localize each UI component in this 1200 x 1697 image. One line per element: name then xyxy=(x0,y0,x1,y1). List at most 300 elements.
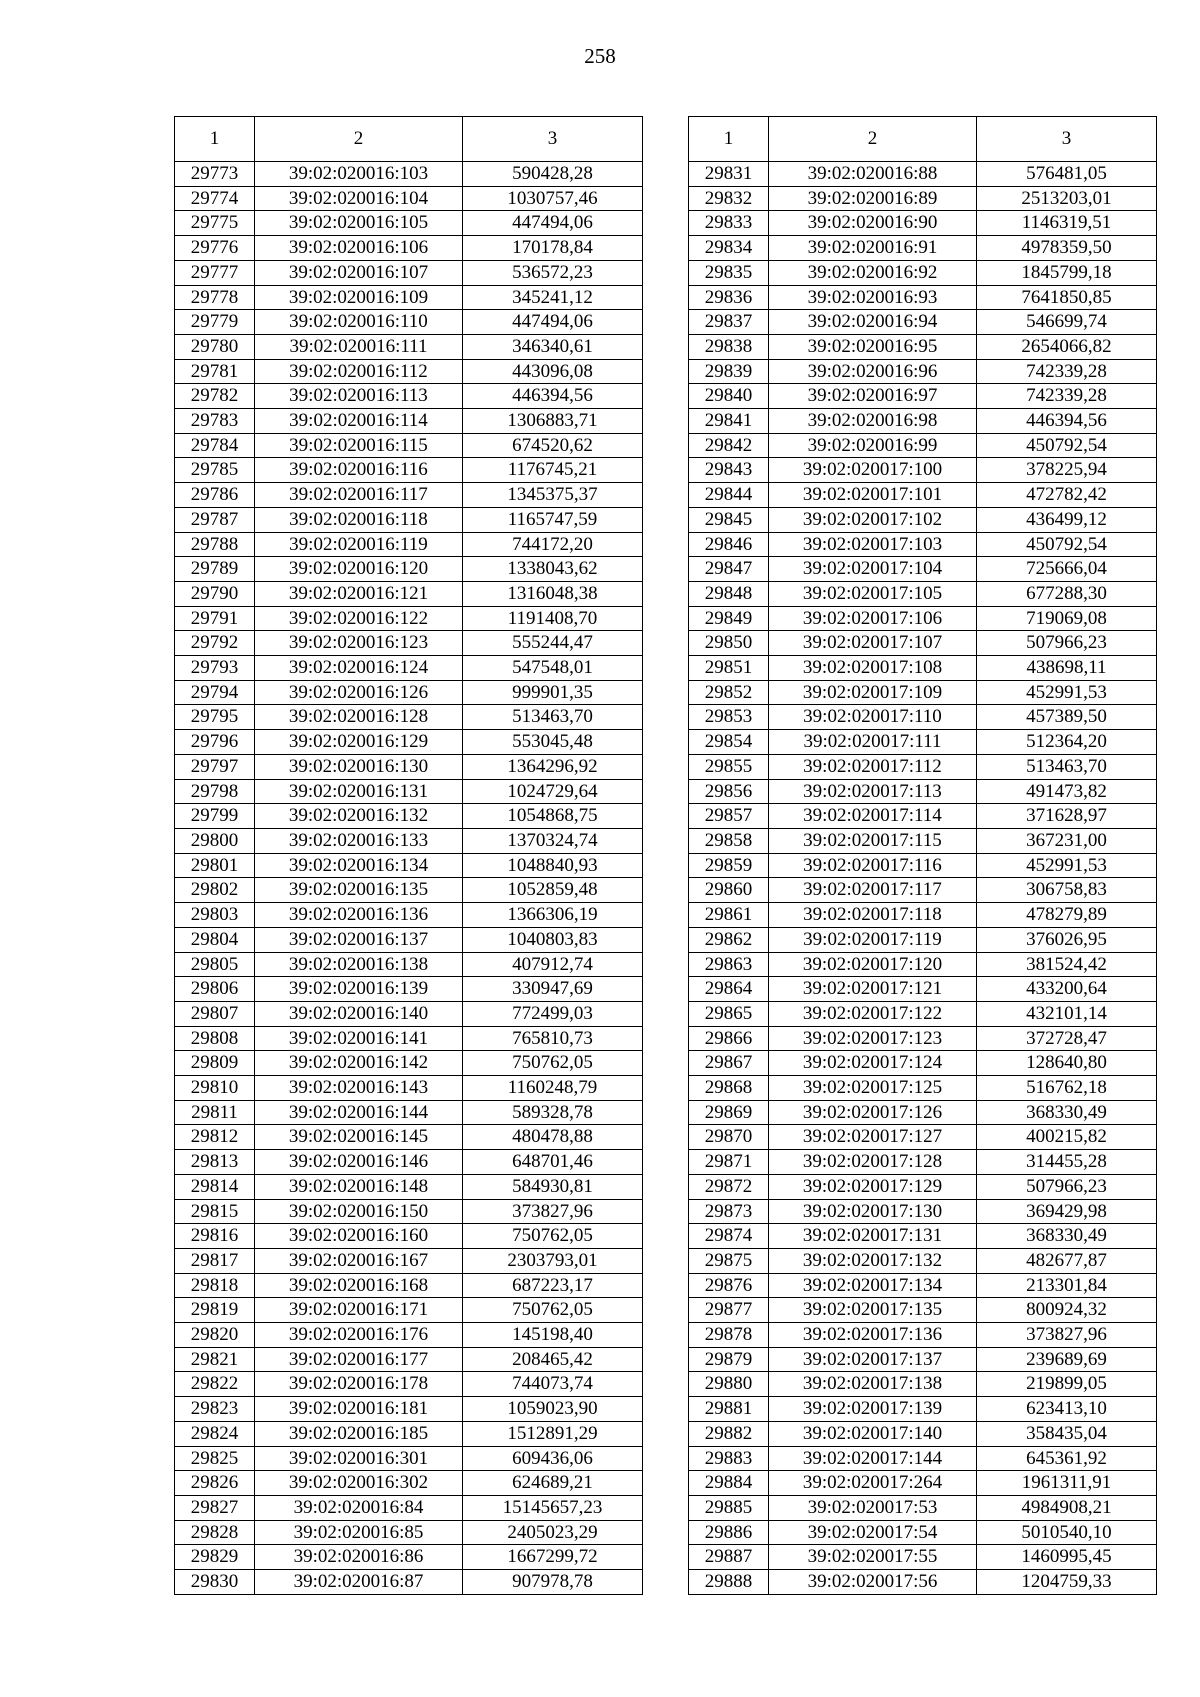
value-cell: 371628,97 xyxy=(977,804,1157,829)
value-cell: 1667299,72 xyxy=(463,1545,643,1570)
value-cell: 480478,88 xyxy=(463,1125,643,1150)
row-number-cell: 29810 xyxy=(175,1076,255,1101)
cadastral-number-cell: 39:02:020016:103 xyxy=(255,162,463,187)
table-row xyxy=(689,1224,1157,1249)
value-cell: 450792,54 xyxy=(977,532,1157,557)
table-row xyxy=(175,853,643,878)
table-row xyxy=(689,236,1157,261)
cadastral-number-cell: 39:02:020016:144 xyxy=(255,1100,463,1125)
cadastral-number-cell: 39:02:020017:115 xyxy=(769,828,977,853)
row-number-cell: 29863 xyxy=(689,952,769,977)
value-cell: 1030757,46 xyxy=(463,186,643,211)
row-number-cell: 29877 xyxy=(689,1298,769,1323)
value-cell: 208465,42 xyxy=(463,1347,643,1372)
row-number-cell: 29782 xyxy=(175,384,255,409)
value-cell: 1165747,59 xyxy=(463,507,643,532)
value-cell: 1176745,21 xyxy=(463,458,643,483)
table-row xyxy=(175,1495,643,1520)
table-row xyxy=(689,532,1157,557)
table-row xyxy=(689,433,1157,458)
cadastral-number-cell: 39:02:020017:144 xyxy=(769,1446,977,1471)
table-row xyxy=(175,1520,643,1545)
row-number-cell: 29824 xyxy=(175,1421,255,1446)
value-cell: 373827,96 xyxy=(977,1323,1157,1348)
row-number-cell: 29833 xyxy=(689,211,769,236)
table-row xyxy=(689,285,1157,310)
table-row xyxy=(175,384,643,409)
value-cell: 2513203,01 xyxy=(977,186,1157,211)
cadastral-number-cell: 39:02:020016:111 xyxy=(255,334,463,359)
value-cell: 4978359,50 xyxy=(977,236,1157,261)
row-number-cell: 29801 xyxy=(175,853,255,878)
value-cell: 170178,84 xyxy=(463,236,643,261)
row-number-cell: 29878 xyxy=(689,1323,769,1348)
value-cell: 407912,74 xyxy=(463,952,643,977)
table-row xyxy=(175,334,643,359)
value-cell: 1961311,91 xyxy=(977,1471,1157,1496)
cadastral-number-cell: 39:02:020016:95 xyxy=(769,334,977,359)
row-number-cell: 29861 xyxy=(689,903,769,928)
row-number-cell: 29869 xyxy=(689,1100,769,1125)
row-number-cell: 29857 xyxy=(689,804,769,829)
cadastral-number-cell: 39:02:020016:88 xyxy=(769,162,977,187)
value-cell: 145198,40 xyxy=(463,1323,643,1348)
value-cell: 381524,42 xyxy=(977,952,1157,977)
table-row xyxy=(175,211,643,236)
cadastral-number-cell: 39:02:020016:90 xyxy=(769,211,977,236)
value-cell: 1059023,90 xyxy=(463,1397,643,1422)
table-row xyxy=(175,162,643,187)
value-cell: 436499,12 xyxy=(977,507,1157,532)
row-number-cell: 29806 xyxy=(175,977,255,1002)
table-row xyxy=(689,779,1157,804)
header-col-3: 3 xyxy=(463,117,643,162)
cadastral-number-cell: 39:02:020016:167 xyxy=(255,1248,463,1273)
cadastral-number-cell: 39:02:020016:86 xyxy=(255,1545,463,1570)
table-row xyxy=(175,1076,643,1101)
value-cell: 513463,70 xyxy=(977,754,1157,779)
table-row xyxy=(175,433,643,458)
row-number-cell: 29831 xyxy=(689,162,769,187)
row-number-cell: 29780 xyxy=(175,334,255,359)
row-number-cell: 29819 xyxy=(175,1298,255,1323)
row-number-cell: 29781 xyxy=(175,359,255,384)
cadastral-number-cell: 39:02:020017:112 xyxy=(769,754,977,779)
row-number-cell: 29871 xyxy=(689,1150,769,1175)
cadastral-number-cell: 39:02:020017:102 xyxy=(769,507,977,532)
cadastral-number-cell: 39:02:020017:132 xyxy=(769,1248,977,1273)
table-row xyxy=(175,260,643,285)
page-number: 258 xyxy=(584,44,616,68)
row-number-cell: 29829 xyxy=(175,1545,255,1570)
row-number-cell: 29790 xyxy=(175,581,255,606)
value-cell: 1345375,37 xyxy=(463,483,643,508)
row-number-cell: 29873 xyxy=(689,1199,769,1224)
cadastral-number-cell: 39:02:020017:125 xyxy=(769,1076,977,1101)
cadastral-number-cell: 39:02:020016:117 xyxy=(255,483,463,508)
cadastral-number-cell: 39:02:020017:140 xyxy=(769,1421,977,1446)
table-row xyxy=(175,1570,643,1595)
table-row xyxy=(689,581,1157,606)
value-cell: 1048840,93 xyxy=(463,853,643,878)
cadastral-number-cell: 39:02:020016:136 xyxy=(255,903,463,928)
value-cell: 400215,82 xyxy=(977,1125,1157,1150)
value-cell: 443096,08 xyxy=(463,359,643,384)
cadastral-number-cell: 39:02:020016:168 xyxy=(255,1273,463,1298)
cadastral-number-cell: 39:02:020016:131 xyxy=(255,779,463,804)
table-row xyxy=(689,1248,1157,1273)
value-cell: 2654066,82 xyxy=(977,334,1157,359)
cadastral-number-cell: 39:02:020017:124 xyxy=(769,1051,977,1076)
row-number-cell: 29809 xyxy=(175,1051,255,1076)
cadastral-number-cell: 39:02:020016:130 xyxy=(255,754,463,779)
cadastral-number-cell: 39:02:020016:137 xyxy=(255,927,463,952)
value-cell: 553045,48 xyxy=(463,730,643,755)
table-row xyxy=(175,1347,643,1372)
value-cell: 1054868,75 xyxy=(463,804,643,829)
value-cell: 438698,11 xyxy=(977,656,1157,681)
table-row xyxy=(689,359,1157,384)
row-number-cell: 29811 xyxy=(175,1100,255,1125)
table-row xyxy=(689,705,1157,730)
cadastral-number-cell: 39:02:020016:107 xyxy=(255,260,463,285)
cadastral-number-cell: 39:02:020016:171 xyxy=(255,1298,463,1323)
row-number-cell: 29820 xyxy=(175,1323,255,1348)
cadastral-number-cell: 39:02:020016:133 xyxy=(255,828,463,853)
row-number-cell: 29880 xyxy=(689,1372,769,1397)
row-number-cell: 29802 xyxy=(175,878,255,903)
value-cell: 452991,53 xyxy=(977,853,1157,878)
table-row xyxy=(175,754,643,779)
row-number-cell: 29835 xyxy=(689,260,769,285)
table-row xyxy=(175,285,643,310)
cadastral-number-cell: 39:02:020016:87 xyxy=(255,1570,463,1595)
cadastral-number-cell: 39:02:020017:106 xyxy=(769,606,977,631)
cadastral-number-cell: 39:02:020016:148 xyxy=(255,1174,463,1199)
table-row xyxy=(689,334,1157,359)
row-number-cell: 29836 xyxy=(689,285,769,310)
value-cell: 512364,20 xyxy=(977,730,1157,755)
table-row xyxy=(689,631,1157,656)
cadastral-number-cell: 39:02:020016:124 xyxy=(255,656,463,681)
row-number-cell: 29807 xyxy=(175,1001,255,1026)
value-cell: 376026,95 xyxy=(977,927,1157,952)
value-cell: 219899,05 xyxy=(977,1372,1157,1397)
table-row xyxy=(175,779,643,804)
cadastral-number-cell: 39:02:020016:110 xyxy=(255,310,463,335)
row-number-cell: 29805 xyxy=(175,952,255,977)
row-number-cell: 29862 xyxy=(689,927,769,952)
table-row xyxy=(689,828,1157,853)
table-row xyxy=(175,680,643,705)
cadastral-number-cell: 39:02:020017:114 xyxy=(769,804,977,829)
cadastral-number-cell: 39:02:020016:122 xyxy=(255,606,463,631)
cadastral-number-cell: 39:02:020017:128 xyxy=(769,1150,977,1175)
row-number-cell: 29886 xyxy=(689,1520,769,1545)
table-row xyxy=(689,211,1157,236)
row-number-cell: 29777 xyxy=(175,260,255,285)
cadastral-number-cell: 39:02:020016:176 xyxy=(255,1323,463,1348)
table-row xyxy=(175,631,643,656)
row-number-cell: 29789 xyxy=(175,557,255,582)
value-cell: 478279,89 xyxy=(977,903,1157,928)
value-cell: 1366306,19 xyxy=(463,903,643,928)
table-row xyxy=(689,804,1157,829)
cadastral-number-cell: 39:02:020017:121 xyxy=(769,977,977,1002)
value-cell: 744172,20 xyxy=(463,532,643,557)
cadastral-number-cell: 39:02:020017:131 xyxy=(769,1224,977,1249)
value-cell: 5010540,10 xyxy=(977,1520,1157,1545)
cadastral-number-cell: 39:02:020016:123 xyxy=(255,631,463,656)
cadastral-number-cell: 39:02:020017:108 xyxy=(769,656,977,681)
cadastral-number-cell: 39:02:020016:150 xyxy=(255,1199,463,1224)
value-cell: 719069,08 xyxy=(977,606,1157,631)
table-row xyxy=(689,878,1157,903)
table-row xyxy=(175,1273,643,1298)
value-cell: 750762,05 xyxy=(463,1051,643,1076)
cadastral-number-cell: 39:02:020016:97 xyxy=(769,384,977,409)
value-cell: 1146319,51 xyxy=(977,211,1157,236)
cadastral-number-cell: 39:02:020016:134 xyxy=(255,853,463,878)
cadastral-number-cell: 39:02:020016:140 xyxy=(255,1001,463,1026)
value-cell: 446394,56 xyxy=(463,384,643,409)
row-number-cell: 29786 xyxy=(175,483,255,508)
row-number-cell: 29858 xyxy=(689,828,769,853)
cadastral-number-cell: 39:02:020017:53 xyxy=(769,1495,977,1520)
table-row xyxy=(175,1248,643,1273)
header-row xyxy=(689,117,1157,162)
table-row xyxy=(175,656,643,681)
row-number-cell: 29792 xyxy=(175,631,255,656)
value-cell: 432101,14 xyxy=(977,1001,1157,1026)
table-row xyxy=(175,458,643,483)
row-number-cell: 29855 xyxy=(689,754,769,779)
table-row xyxy=(175,1150,643,1175)
value-cell: 358435,04 xyxy=(977,1421,1157,1446)
cadastral-number-cell: 39:02:020016:135 xyxy=(255,878,463,903)
table-row xyxy=(689,1100,1157,1125)
table-row xyxy=(689,1421,1157,1446)
value-cell: 369429,98 xyxy=(977,1199,1157,1224)
value-cell: 368330,49 xyxy=(977,1224,1157,1249)
cadastral-number-cell: 39:02:020017:104 xyxy=(769,557,977,582)
cadastral-number-cell: 39:02:020017:109 xyxy=(769,680,977,705)
row-number-cell: 29872 xyxy=(689,1174,769,1199)
row-number-cell: 29851 xyxy=(689,656,769,681)
cadastral-number-cell: 39:02:020017:55 xyxy=(769,1545,977,1570)
row-number-cell: 29866 xyxy=(689,1026,769,1051)
value-cell: 472782,42 xyxy=(977,483,1157,508)
row-number-cell: 29846 xyxy=(689,532,769,557)
row-number-cell: 29840 xyxy=(689,384,769,409)
value-cell: 306758,83 xyxy=(977,878,1157,903)
value-cell: 623413,10 xyxy=(977,1397,1157,1422)
value-cell: 725666,04 xyxy=(977,557,1157,582)
table-row xyxy=(689,903,1157,928)
table-row xyxy=(689,977,1157,1002)
value-cell: 346340,61 xyxy=(463,334,643,359)
cadastral-number-cell: 39:02:020017:130 xyxy=(769,1199,977,1224)
row-number-cell: 29830 xyxy=(175,1570,255,1595)
table-row xyxy=(689,927,1157,952)
row-number-cell: 29832 xyxy=(689,186,769,211)
value-cell: 314455,28 xyxy=(977,1150,1157,1175)
row-number-cell: 29842 xyxy=(689,433,769,458)
value-cell: 15145657,23 xyxy=(463,1495,643,1520)
table-row xyxy=(689,730,1157,755)
table-row xyxy=(175,1100,643,1125)
table-row xyxy=(689,1372,1157,1397)
cadastral-number-cell: 39:02:020017:122 xyxy=(769,1001,977,1026)
table-row xyxy=(175,557,643,582)
table-row xyxy=(175,1224,643,1249)
value-cell: 452991,53 xyxy=(977,680,1157,705)
table-row xyxy=(175,1421,643,1446)
row-number-cell: 29793 xyxy=(175,656,255,681)
row-number-cell: 29815 xyxy=(175,1199,255,1224)
value-cell: 2303793,01 xyxy=(463,1248,643,1273)
value-cell: 765810,73 xyxy=(463,1026,643,1051)
table-row xyxy=(689,557,1157,582)
cadastral-number-cell: 39:02:020017:107 xyxy=(769,631,977,656)
table-row xyxy=(689,1545,1157,1570)
value-cell: 482677,87 xyxy=(977,1248,1157,1273)
row-number-cell: 29803 xyxy=(175,903,255,928)
value-cell: 674520,62 xyxy=(463,433,643,458)
table-row xyxy=(689,1471,1157,1496)
cadastral-number-cell: 39:02:020016:138 xyxy=(255,952,463,977)
header-col-3: 3 xyxy=(977,117,1157,162)
cadastral-number-cell: 39:02:020016:139 xyxy=(255,977,463,1002)
cadastral-number-cell: 39:02:020017:120 xyxy=(769,952,977,977)
value-cell: 1204759,33 xyxy=(977,1570,1157,1595)
value-cell: 742339,28 xyxy=(977,384,1157,409)
value-cell: 516762,18 xyxy=(977,1076,1157,1101)
row-number-cell: 29826 xyxy=(175,1471,255,1496)
value-cell: 1364296,92 xyxy=(463,754,643,779)
cadastral-number-cell: 39:02:020016:120 xyxy=(255,557,463,582)
cadastral-number-cell: 39:02:020016:106 xyxy=(255,236,463,261)
cadastral-number-cell: 39:02:020016:112 xyxy=(255,359,463,384)
table-row xyxy=(175,409,643,434)
cadastral-number-cell: 39:02:020017:119 xyxy=(769,927,977,952)
row-number-cell: 29773 xyxy=(175,162,255,187)
row-number-cell: 29775 xyxy=(175,211,255,236)
table-row xyxy=(689,507,1157,532)
header-col-1: 1 xyxy=(689,117,769,162)
cadastral-number-cell: 39:02:020017:137 xyxy=(769,1347,977,1372)
table-row xyxy=(689,186,1157,211)
table-row xyxy=(689,656,1157,681)
value-cell: 373827,96 xyxy=(463,1199,643,1224)
cadastral-number-cell: 39:02:020016:93 xyxy=(769,285,977,310)
row-number-cell: 29865 xyxy=(689,1001,769,1026)
value-cell: 372728,47 xyxy=(977,1026,1157,1051)
value-cell: 1040803,83 xyxy=(463,927,643,952)
cadastral-number-cell: 39:02:020017:100 xyxy=(769,458,977,483)
value-cell: 447494,06 xyxy=(463,310,643,335)
row-number-cell: 29797 xyxy=(175,754,255,779)
table-row xyxy=(175,310,643,335)
row-number-cell: 29879 xyxy=(689,1347,769,1372)
row-number-cell: 29854 xyxy=(689,730,769,755)
value-cell: 507966,23 xyxy=(977,1174,1157,1199)
cadastral-number-cell: 39:02:020016:146 xyxy=(255,1150,463,1175)
cadastral-number-cell: 39:02:020017:111 xyxy=(769,730,977,755)
cadastral-number-cell: 39:02:020016:114 xyxy=(255,409,463,434)
table-row xyxy=(689,606,1157,631)
row-number-cell: 29847 xyxy=(689,557,769,582)
cadastral-number-cell: 39:02:020017:129 xyxy=(769,1174,977,1199)
value-cell: 750762,05 xyxy=(463,1298,643,1323)
row-number-cell: 29839 xyxy=(689,359,769,384)
value-cell: 447494,06 xyxy=(463,211,643,236)
row-number-cell: 29882 xyxy=(689,1421,769,1446)
row-number-cell: 29812 xyxy=(175,1125,255,1150)
value-cell: 1338043,62 xyxy=(463,557,643,582)
value-cell: 609436,06 xyxy=(463,1446,643,1471)
row-number-cell: 29827 xyxy=(175,1495,255,1520)
cadastral-number-cell: 39:02:020016:109 xyxy=(255,285,463,310)
cadastral-number-cell: 39:02:020017:138 xyxy=(769,1372,977,1397)
row-number-cell: 29814 xyxy=(175,1174,255,1199)
value-cell: 742339,28 xyxy=(977,359,1157,384)
row-number-cell: 29783 xyxy=(175,409,255,434)
table-row xyxy=(175,483,643,508)
row-number-cell: 29867 xyxy=(689,1051,769,1076)
row-number-cell: 29844 xyxy=(689,483,769,508)
cadastral-number-cell: 39:02:020016:113 xyxy=(255,384,463,409)
row-number-cell: 29825 xyxy=(175,1446,255,1471)
value-cell: 1460995,45 xyxy=(977,1545,1157,1570)
table-row xyxy=(175,1545,643,1570)
row-number-cell: 29799 xyxy=(175,804,255,829)
cadastral-number-cell: 39:02:020016:178 xyxy=(255,1372,463,1397)
table-row xyxy=(689,853,1157,878)
row-number-cell: 29860 xyxy=(689,878,769,903)
cadastral-number-cell: 39:02:020016:96 xyxy=(769,359,977,384)
value-cell: 213301,84 xyxy=(977,1273,1157,1298)
cadastral-number-cell: 39:02:020016:91 xyxy=(769,236,977,261)
row-number-cell: 29852 xyxy=(689,680,769,705)
row-number-cell: 29821 xyxy=(175,1347,255,1372)
header-col-2: 2 xyxy=(769,117,977,162)
row-number-cell: 29849 xyxy=(689,606,769,631)
value-cell: 624689,21 xyxy=(463,1471,643,1496)
row-number-cell: 29823 xyxy=(175,1397,255,1422)
row-number-cell: 29785 xyxy=(175,458,255,483)
table-row xyxy=(689,1273,1157,1298)
cadastral-number-cell: 39:02:020016:302 xyxy=(255,1471,463,1496)
value-cell: 677288,30 xyxy=(977,581,1157,606)
table-row xyxy=(175,606,643,631)
table-row xyxy=(175,730,643,755)
row-number-cell: 29834 xyxy=(689,236,769,261)
value-cell: 1191408,70 xyxy=(463,606,643,631)
row-number-cell: 29779 xyxy=(175,310,255,335)
value-cell: 750762,05 xyxy=(463,1224,643,1249)
row-number-cell: 29876 xyxy=(689,1273,769,1298)
cadastral-number-cell: 39:02:020016:301 xyxy=(255,1446,463,1471)
value-cell: 2405023,29 xyxy=(463,1520,643,1545)
table-row xyxy=(175,1051,643,1076)
value-cell: 128640,80 xyxy=(977,1051,1157,1076)
table-row xyxy=(689,1397,1157,1422)
table-row xyxy=(175,828,643,853)
row-number-cell: 29776 xyxy=(175,236,255,261)
value-cell: 507966,23 xyxy=(977,631,1157,656)
cadastral-number-cell: 39:02:020016:98 xyxy=(769,409,977,434)
